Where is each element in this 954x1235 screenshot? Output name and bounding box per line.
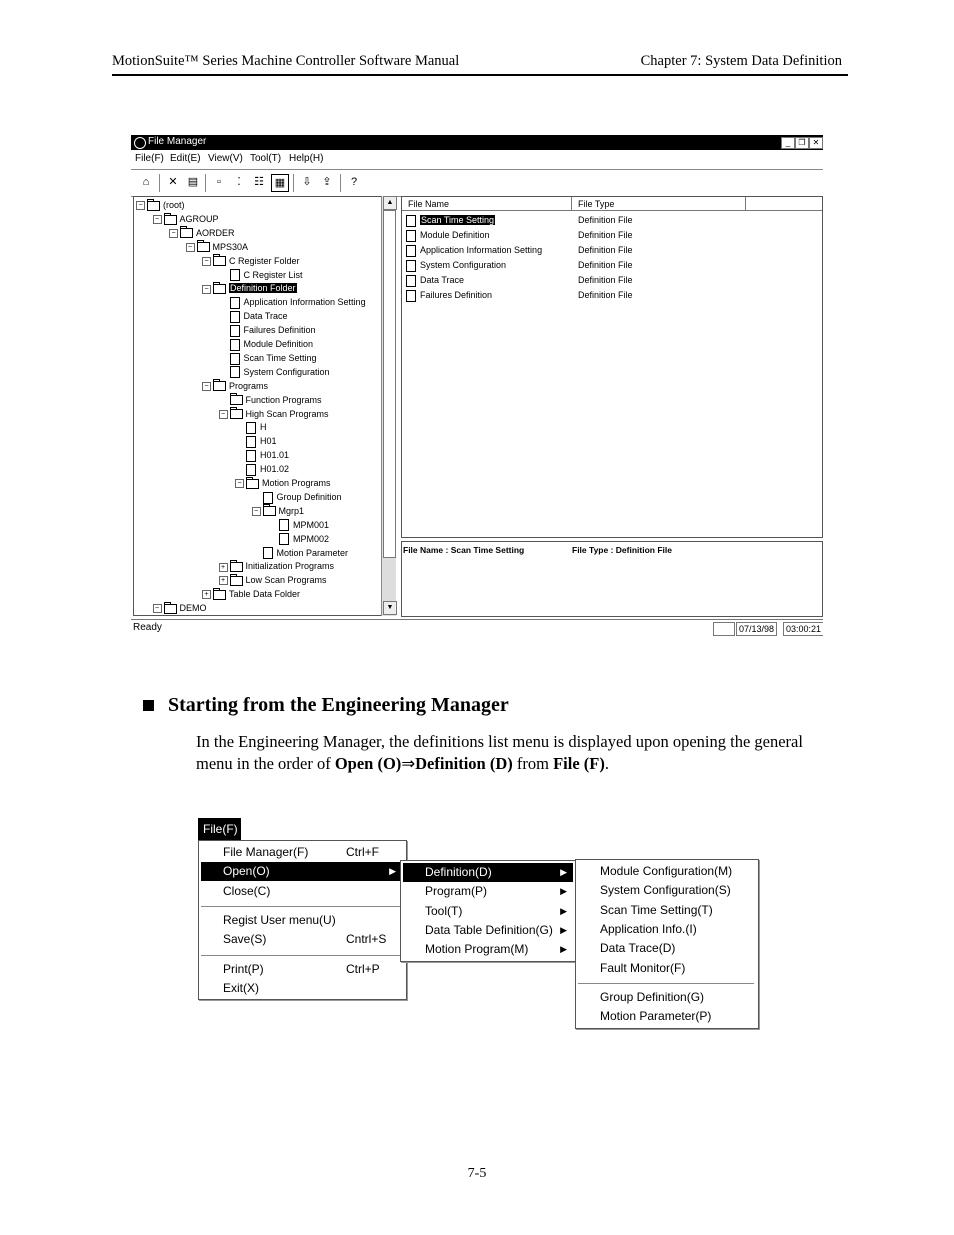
menu-item[interactable] (403, 863, 573, 882)
file-icon (406, 275, 416, 287)
tree-node-label: Application Information Setting (243, 297, 366, 308)
tree-node-label: Function Programs (245, 394, 322, 405)
file-menu-title[interactable]: File(F) (198, 818, 241, 840)
menu-item[interactable] (201, 843, 402, 862)
expand-icon[interactable]: + (219, 563, 228, 572)
file-info-panel (401, 541, 823, 617)
column-header-empty (746, 197, 822, 211)
menu-item-label: Group Definition(G) (600, 989, 705, 1004)
menu-item-shortcut: Ctrl+P (346, 961, 380, 976)
file-icon (246, 464, 256, 476)
list-item-name: Data Trace (420, 275, 465, 285)
menu-item-label: Module Configuration(M) (600, 864, 733, 878)
menu-edit[interactable]: Edit(E) (170, 153, 201, 164)
menu-item[interactable] (201, 979, 402, 998)
folder-icon (164, 604, 177, 614)
upload-icon[interactable]: ⇪ (322, 176, 332, 188)
para-arrow: ⇒ (401, 754, 416, 773)
header-rule (112, 74, 848, 76)
tree-node-label: H (260, 422, 267, 433)
menu-item[interactable] (403, 940, 573, 959)
tree-node[interactable] (219, 574, 327, 586)
menu-item-label: File Manager(F) (223, 845, 309, 859)
tree-node-label: C Register List (243, 269, 303, 280)
tree-node[interactable] (219, 408, 329, 420)
para-file: File (F) (553, 754, 605, 773)
folder-icon (230, 395, 243, 405)
collapse-icon[interactable]: − (219, 410, 228, 419)
download-icon[interactable]: ⇩ (302, 176, 312, 188)
tree-node[interactable] (252, 491, 342, 504)
tree-node-label: Group Definition (276, 491, 342, 502)
file-icon (230, 353, 240, 365)
section-bullet (143, 700, 154, 711)
open-submenu (400, 860, 578, 962)
tree-node-label: C Register Folder (229, 255, 300, 266)
tree-node-label: Table Data Folder (229, 589, 301, 600)
tree-node-label: Initialization Programs (245, 561, 335, 572)
tree-node[interactable] (202, 282, 297, 294)
tree-node[interactable] (219, 324, 316, 337)
para-text: In the Engineering Manager, the definitions list menu is displayed upon opening the general menu in the order of (196, 732, 803, 773)
tree-node[interactable] (219, 338, 314, 351)
menu-item[interactable] (403, 902, 573, 921)
title-bar (131, 135, 823, 150)
folder-icon (213, 256, 226, 266)
tree-node-label: DEMO (179, 603, 207, 614)
menu-item-label: System Configuration(S) (600, 883, 731, 898)
file-icon (279, 533, 289, 545)
status-time: 03:00:21 (783, 622, 823, 636)
submenu-arrow-icon: ▶ (389, 866, 396, 877)
toolbar-separator (293, 174, 294, 192)
file-icon (230, 269, 240, 281)
tree-node-label: MPM002 (293, 533, 330, 544)
menu-separator (201, 906, 402, 907)
tree-node[interactable] (235, 449, 289, 462)
submenu-arrow-icon: ▶ (560, 886, 567, 897)
menu-item[interactable] (578, 988, 754, 1007)
menu-item-label: Print(P) (223, 961, 264, 976)
restore-icon[interactable]: ❐ (795, 137, 809, 149)
folder-icon (263, 506, 276, 516)
folder-icon (213, 590, 226, 600)
section-title: Starting from the Engineering Manager (168, 694, 509, 716)
menu-item[interactable] (201, 862, 402, 881)
menu-item-shortcut: Ctrl+F (346, 845, 379, 859)
file-icon (246, 422, 256, 434)
column-header-file-type[interactable]: File Type (572, 197, 746, 211)
file-icon (230, 325, 240, 337)
folder-icon (164, 215, 177, 225)
tree-node[interactable] (202, 380, 268, 392)
file-icon (230, 311, 240, 323)
folder-icon (213, 284, 226, 294)
expand-icon[interactable]: + (202, 590, 211, 599)
submenu-arrow-icon: ▶ (560, 905, 567, 916)
menu-item-label: Fault Monitor(F) (600, 960, 686, 975)
collapse-icon[interactable]: − (153, 215, 162, 224)
list-item-name: Module Definition (420, 230, 490, 240)
help-icon[interactable]: ? (350, 176, 358, 188)
minimize-icon[interactable]: _ (781, 137, 795, 149)
menu-separator (201, 955, 402, 956)
menu-item-label: Data Trace(D) (600, 941, 676, 956)
submenu-arrow-icon: ▶ (560, 924, 567, 935)
tree-node[interactable] (169, 227, 235, 239)
collapse-icon[interactable]: − (252, 507, 261, 516)
folder-tree (133, 196, 385, 616)
file-icon (230, 297, 240, 309)
menu-separator (578, 983, 754, 984)
collapse-icon[interactable]: − (202, 382, 211, 391)
definition-submenu (575, 859, 759, 1029)
status-text: Ready (133, 622, 162, 633)
file-icon (406, 245, 416, 257)
menu-item[interactable] (578, 920, 754, 939)
scroll-down-icon[interactable]: ▼ (383, 601, 397, 615)
page-number: 7-5 (467, 1166, 487, 1181)
tree-node-label: H01.02 (260, 464, 290, 475)
tree-node-label: AORDER (196, 227, 235, 238)
running-header-chapter: Chapter 7: System Data Definition (640, 53, 842, 69)
menu-item[interactable] (201, 911, 402, 930)
file-icon (279, 519, 289, 531)
tree-node[interactable] (219, 269, 303, 282)
properties-icon[interactable]: ▤ (187, 176, 199, 188)
tree-node[interactable] (153, 213, 219, 225)
file-menu (198, 840, 407, 1000)
list-item[interactable] (406, 244, 542, 257)
list-item-type: Definition File (578, 230, 633, 240)
list-item[interactable] (406, 214, 495, 227)
section-paragraph (196, 731, 836, 775)
menu-item[interactable] (578, 901, 754, 920)
file-icon (406, 215, 416, 227)
tree-node[interactable] (219, 310, 288, 323)
app-icon (134, 137, 146, 149)
list-item-name: Failures Definition (420, 290, 493, 300)
list-item-type: Definition File (578, 275, 633, 285)
file-icon (246, 436, 256, 448)
menu-item-label: Scan Time Setting(T) (600, 902, 713, 917)
tree-node-label: Data Trace (243, 311, 288, 322)
menu-item[interactable] (578, 939, 754, 958)
status-date: 07/13/98 (736, 622, 777, 636)
tree-node[interactable] (219, 296, 366, 309)
menu-item-label: Data Table Definition(G) (425, 922, 553, 937)
tree-node[interactable] (268, 533, 329, 546)
folder-icon (213, 381, 226, 391)
menu-item-shortcut: Cntrl+S (346, 932, 387, 947)
file-icon (406, 260, 416, 272)
menu-item-label: Motion Parameter(P) (600, 1009, 712, 1024)
menu-item[interactable] (201, 930, 402, 949)
menu-item-label: Close(C) (223, 883, 271, 898)
folder-icon (230, 562, 243, 572)
small-icons-icon[interactable]: ⁚ (237, 176, 241, 188)
list-item[interactable] (406, 229, 490, 242)
up-folder-icon[interactable]: ⌂ (142, 176, 150, 188)
list-item[interactable] (406, 289, 492, 302)
tree-node-label: MPM001 (293, 519, 330, 530)
menu-item[interactable] (578, 959, 754, 978)
tree-node[interactable] (219, 394, 322, 406)
menu-item[interactable] (201, 960, 402, 979)
file-icon (406, 290, 416, 302)
list-item-name: Scan Time Setting (421, 215, 495, 225)
collapse-icon[interactable]: − (235, 479, 244, 488)
menu-item-label: Program(P) (425, 884, 488, 899)
menu-item-label: Exit(X) (223, 980, 259, 995)
tree-node[interactable] (219, 352, 317, 365)
tree-node[interactable] (235, 477, 331, 489)
menu-item[interactable] (578, 1007, 754, 1026)
column-header-file-name[interactable]: File Name (402, 197, 572, 211)
menu-bar (131, 151, 823, 168)
status-bar (131, 619, 823, 636)
tree-node-label: H01 (260, 436, 277, 447)
info-file-name: File Name : Scan Time Setting (403, 545, 525, 555)
tree-node[interactable] (268, 519, 329, 532)
collapse-icon[interactable]: − (136, 201, 145, 210)
tree-node[interactable] (136, 199, 185, 211)
para-from: from (512, 754, 554, 773)
collapse-icon[interactable]: − (186, 243, 195, 252)
menu-item-label: Open(O) (223, 864, 270, 879)
file-icon (406, 230, 416, 242)
menu-item-label: Motion Program(M) (425, 942, 529, 957)
scroll-thumb[interactable] (383, 210, 396, 558)
toolbar-separator (340, 174, 341, 192)
list-item[interactable] (406, 274, 464, 287)
menu-item[interactable] (578, 881, 754, 900)
menu-item-label: Save(S) (223, 932, 267, 947)
expand-icon[interactable]: + (219, 576, 228, 585)
file-icon (230, 339, 240, 351)
tree-node[interactable] (252, 547, 349, 560)
tree-node-label: Scan Time Setting (243, 352, 317, 363)
file-icon (230, 366, 240, 378)
tree-node-label: Low Scan Programs (245, 575, 327, 586)
info-file-type: File Type : Definition File (572, 545, 672, 555)
tree-node-label: Module Definition (243, 339, 314, 349)
scroll-up-icon[interactable]: ▲ (383, 196, 397, 210)
list-item-type: Definition File (578, 290, 633, 300)
list-item-type: Definition File (578, 215, 633, 225)
tree-node[interactable] (235, 463, 289, 476)
file-icon (263, 547, 273, 559)
tree-scrollbar[interactable] (381, 196, 396, 616)
tree-node[interactable] (219, 366, 330, 379)
collapse-icon[interactable]: − (153, 604, 162, 613)
collapse-icon[interactable]: − (202, 285, 211, 294)
tree-node-label: (root) (163, 200, 185, 210)
cut-icon[interactable]: ✕ (168, 176, 178, 188)
menu-item-label: Regist User menu(U) (223, 912, 336, 927)
tree-node-label: Motion Programs (262, 478, 331, 488)
tree-node[interactable] (202, 588, 300, 600)
file-list (401, 196, 823, 538)
menu-item-label: Tool(T) (425, 903, 463, 918)
folder-icon (246, 479, 259, 489)
para-end: . (604, 754, 609, 773)
folder-icon (180, 228, 193, 238)
tree-node[interactable] (186, 241, 249, 253)
file-icon (246, 450, 256, 462)
menu-item[interactable] (403, 921, 573, 940)
toolbar (131, 169, 823, 197)
tree-node-label: Definition Folder (230, 283, 296, 294)
large-icons-icon[interactable]: ▫ (217, 176, 221, 188)
tree-node[interactable] (252, 505, 305, 517)
tree-node-label: System Configuration (243, 366, 330, 377)
window-title: File Manager (148, 136, 207, 147)
running-header-title: MotionSuite™ Series Machine Controller Software Manual (112, 53, 460, 69)
tree-node-label: High Scan Programs (245, 408, 329, 419)
tree-node-label: Programs (229, 380, 269, 391)
details-view-icon[interactable]: ▦ (271, 174, 289, 192)
tree-node[interactable] (153, 602, 207, 614)
list-item-name: System Configuration (420, 260, 507, 270)
folder-icon (197, 242, 210, 252)
menu-item[interactable] (201, 882, 402, 901)
tree-node[interactable] (235, 435, 277, 448)
collapse-icon[interactable]: − (169, 229, 178, 238)
submenu-arrow-icon: ▶ (560, 944, 567, 955)
toolbar-separator (159, 174, 160, 192)
para-definition: Definition (D) (415, 754, 513, 773)
tree-node-label: Mgrp1 (278, 505, 305, 516)
file-icon (263, 492, 273, 504)
status-indicator (713, 622, 735, 636)
folder-icon (230, 576, 243, 586)
menu-help[interactable]: Help(H) (289, 153, 324, 164)
menu-item-label: Application Info.(I) (600, 921, 697, 936)
para-open: Open (O) (334, 754, 402, 773)
drive-icon (147, 201, 160, 211)
menu-item[interactable] (403, 882, 573, 901)
file-manager-window (131, 135, 823, 637)
tree-node-label: Failures Definition (243, 325, 316, 336)
folder-icon (230, 409, 243, 419)
list-view-icon[interactable]: ☷ (254, 176, 264, 188)
tree-node[interactable] (219, 560, 335, 572)
list-item-name: Application Information Setting (420, 245, 543, 255)
menu-item[interactable] (578, 862, 754, 881)
list-item-type: Definition File (578, 260, 633, 270)
tree-node[interactable] (235, 421, 267, 434)
tree-node[interactable] (202, 255, 300, 267)
list-item-type: Definition File (578, 245, 633, 255)
toolbar-separator (205, 174, 206, 192)
collapse-icon[interactable]: − (202, 257, 211, 266)
tree-node-label: Motion Parameter (276, 547, 349, 558)
close-icon[interactable]: ✕ (809, 137, 823, 149)
menu-tool[interactable]: Tool(T) (250, 153, 282, 164)
menu-view[interactable]: View(V) (208, 153, 243, 164)
tree-node-label: AGROUP (179, 213, 219, 224)
menu-item-label: Definition(D) (425, 865, 492, 879)
menu-file[interactable]: File(F) (135, 153, 164, 164)
list-item[interactable] (406, 259, 506, 272)
tree-node-label: MPS30A (212, 241, 249, 252)
submenu-arrow-icon: ▶ (560, 867, 567, 877)
tree-node-label: H01.01 (260, 450, 290, 461)
